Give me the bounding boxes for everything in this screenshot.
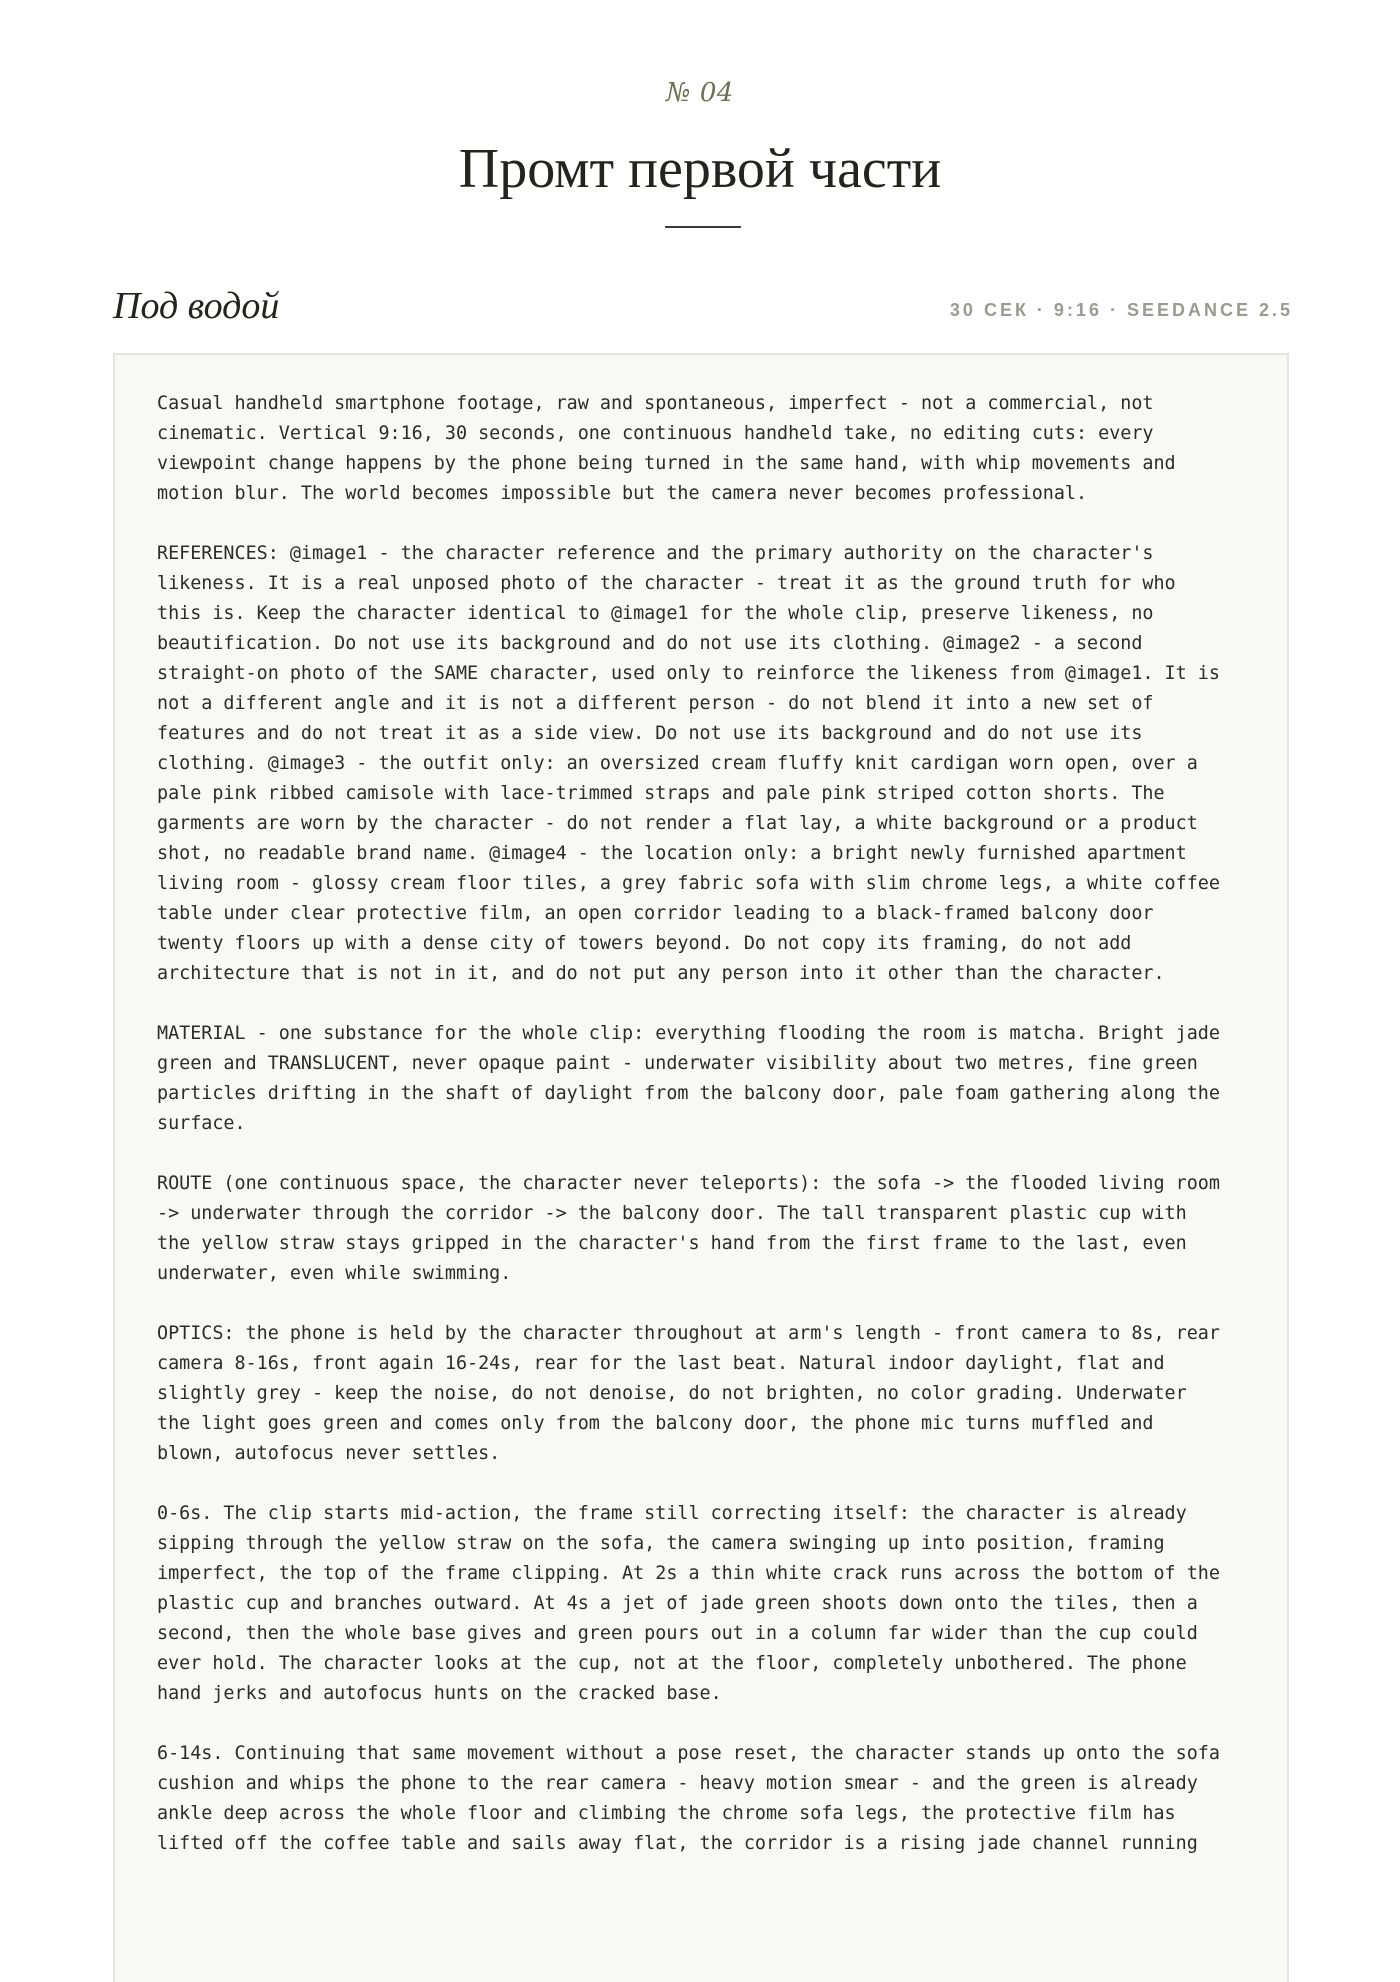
prompt-paragraph-0-6s: 0-6s. The clip starts mid-action, the frame still correcting itself: the character is already sipping through the yellow straw on the sofa, the camera swinging up into position, framing imperfect, the top of the frame clipping. At 2s a thin white crack runs across the bottom of the plastic cup and branches outward. At 4s a jet of jade green shoots down onto the tiles, then a second, then the whole base gives and green pours out in a column far wider than the cup could ever hold. The character looks at the cup, not at the floor, completely unbothered. The phone hand jerks and autofocus hunts on the cracked base.	[157, 1503, 1220, 1704]
title-divider	[665, 226, 741, 228]
page-title: Промт первой части	[458, 138, 942, 200]
section-title: Под водой	[113, 285, 280, 327]
prompt-paragraph-route: ROUTE (one continuous space, the character never teleports): the sofa -> the flooded living room -> underwater through the corridor -> the balcony door. The tall transparent plastic cup with the yellow straw stays gripped in the character's hand from the first frame to the last, even underwater, even while swimming.	[157, 1173, 1220, 1284]
prompt-paragraph-material: MATERIAL - one substance for the whole clip: everything flooding the room is matcha. Bright jade green and TRANSLUCENT, never opaque paint - underwater visibility about two metres, fine green particles drifting in the shaft of daylight from the balcony door, pale foam gathering along the surface.	[157, 1023, 1220, 1134]
prompt-box	[113, 353, 1289, 1982]
prompt-meta: 30 СЕК · 9:16 · SEEDANCE 2.5	[949, 300, 1293, 320]
prompt-paragraph-6-14s: 6-14s. Continuing that same movement without a pose reset, the character stands up onto the sofa cushion and whips the phone to the rear camera - heavy motion smear - and the green is already ankle deep across the whole floor and climbing the chrome sofa legs, the protective film has lifted off the coffee table and sails away flat, the corridor is a rising jade channel running	[157, 1743, 1220, 1854]
prompt-paragraph-intro: Casual handheld smartphone footage, raw and spontaneous, imperfect - not a commercial, not cinematic. Vertical 9:16, 30 seconds, one continuous handheld take, no editing cuts: every viewpoint change happens by the phone being turned in the same hand, with whip movements and motion blur. The world becomes impossible but the camera never becomes professional.	[157, 393, 1176, 504]
section-number: № 04	[666, 78, 734, 108]
prompt-paragraph-optics: OPTICS: the phone is held by the character throughout at arm's length - front camera to 8s, rear camera 8-16s, front again 16-24s, rear for the last beat. Natural indoor daylight, flat and slightly grey - keep the noise, do not denoise, do not brighten, no color grading. Underwater the light goes green and comes only from the balcony door, the phone mic turns muffled and blown, autofocus never settles.	[157, 1323, 1220, 1464]
prompt-paragraph-references: REFERENCES: @image1 - the character reference and the primary authority on the character's likeness. It is a real unposed photo of the character - treat it as the ground truth for who this is. Keep the character identical to @image1 for the whole clip, preserve likeness, no beautification. Do not use its background and do not use its clothing. @image2 - a second straight-on photo of the SAME character, used only to reinforce the likeness from @image1. It is not a different angle and it is not a different person - do not blend it into a new set of features and do not treat it as a side view. Do not use its background and do not use its clothing. @image3 - the outfit only: an oversized cream fluffy knit cardigan worn open, over a pale pink ribbed camisole with lace-trimmed straps and pale pink striped cotton shorts. The garments are worn by the character - do not render a flat lay, a white background or a product shot, no readable brand name. @image4 - the location only: a bright newly furnished apartment living room - glossy cream floor tiles, a grey fabric sofa with slim chrome legs, a white coffee table under clear protective film, an open corridor leading to a black-framed balcony door twenty floors up with a dense city of towers beyond. Do not copy its framing, do not add architecture that is not in it, and do not put any person into it other than the character.	[157, 543, 1220, 984]
